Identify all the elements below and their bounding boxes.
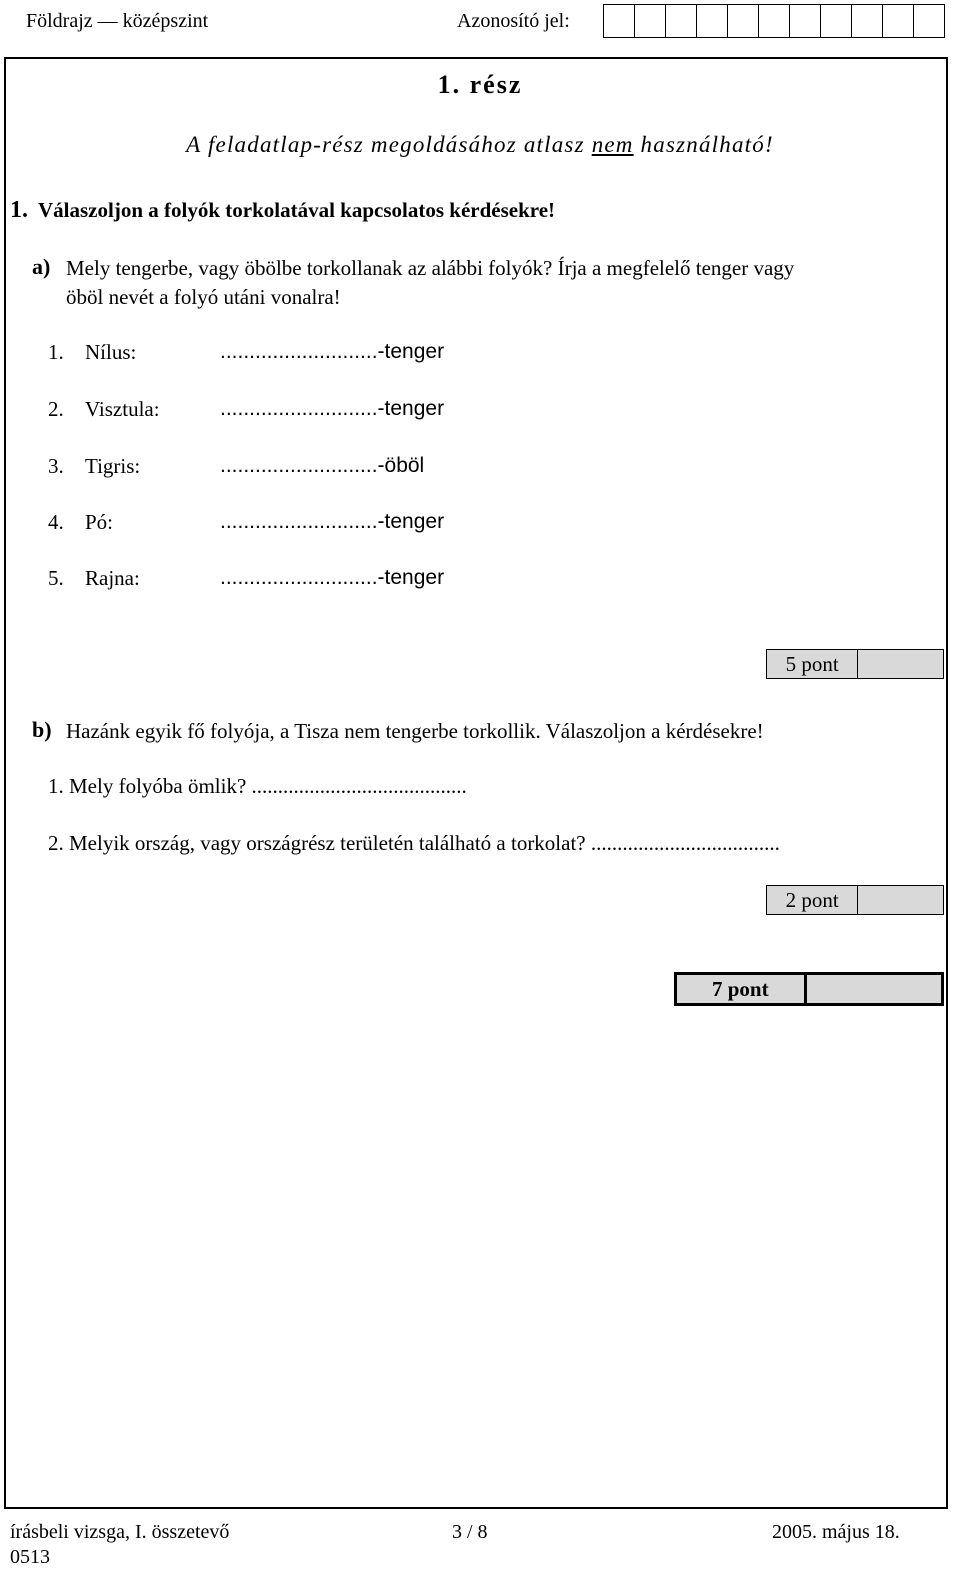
score-box-a	[766, 649, 944, 679]
river-name: Nílus:	[85, 340, 137, 364]
score-label: 2 pont	[785, 888, 839, 912]
river-number: 1.	[48, 340, 64, 364]
id-box[interactable]	[882, 4, 914, 38]
note-before: A feladatlap-rész megoldásához atlasz	[186, 132, 592, 157]
river-number: 2.	[48, 397, 64, 421]
river-name: Tigris:	[85, 454, 141, 478]
river-row	[0, 566, 960, 594]
id-boxes	[604, 4, 945, 38]
river-name: Visztula:	[85, 397, 160, 421]
part-a-line1: Mely tengerbe, vagy öbölbe torkollanak az alábbi folyók? Írja a megfelelő tenger vagy	[66, 256, 795, 280]
atlas-note	[0, 132, 960, 158]
part-a-line2: öböl nevét a folyó utáni vonalra!	[66, 285, 341, 309]
page-number: 3 / 8	[452, 1521, 488, 1543]
footer-date: 2005. május 18.	[772, 1521, 900, 1543]
id-box[interactable]	[758, 4, 790, 38]
score-value-field[interactable]	[857, 650, 943, 678]
part-a-label: a)	[32, 254, 51, 279]
id-box[interactable]	[634, 4, 666, 38]
id-box[interactable]	[789, 4, 821, 38]
river-row	[0, 510, 960, 538]
task-heading	[10, 197, 555, 224]
score-value-field[interactable]	[857, 886, 943, 914]
note-underlined: nem	[591, 132, 634, 157]
task-title: Válaszoljon a folyók torkolatával kapcsolatos kérdésekre!	[38, 198, 556, 222]
part-b-question-1[interactable]: 1. Mely folyóba ömlik? .........................................	[48, 774, 467, 798]
part-b-line: Hazánk egyik fő folyója, a Tisza nem tengerbe torkollik. Válaszoljon a kérdésekre!	[66, 719, 764, 743]
answer-line[interactable]: ...........................-tenger	[220, 510, 445, 533]
river-name: Pó:	[85, 510, 114, 534]
river-row	[0, 397, 960, 425]
answer-line[interactable]: ...........................-tenger	[220, 397, 445, 420]
subject-title: Földrajz — középszint	[26, 10, 209, 32]
score-label: 5 pont	[785, 652, 839, 676]
river-number: 4.	[48, 510, 64, 534]
total-score-label: 7 pont	[711, 977, 769, 1001]
footer-code: 0513	[10, 1546, 50, 1568]
river-row	[0, 454, 960, 482]
id-label: Azonosító jel:	[457, 10, 570, 32]
part-title: 1. rész	[437, 70, 523, 99]
total-score-value-field[interactable]	[804, 975, 941, 1003]
total-score-box	[674, 972, 944, 1006]
river-number: 3.	[48, 454, 64, 478]
id-box[interactable]	[851, 4, 883, 38]
answer-line[interactable]: ...........................-tenger	[220, 340, 445, 363]
part-b-label: b)	[32, 717, 52, 742]
id-box[interactable]	[820, 4, 852, 38]
answer-line[interactable]: ...........................-öböl	[220, 454, 425, 477]
id-box[interactable]	[727, 4, 759, 38]
id-box[interactable]	[603, 4, 635, 38]
task-number: 1.	[10, 197, 28, 223]
note-after: használható!	[633, 132, 774, 157]
score-box-b	[766, 885, 944, 915]
river-number: 5.	[48, 566, 64, 590]
id-box[interactable]	[665, 4, 697, 38]
river-row	[0, 340, 960, 368]
part-b-question-2[interactable]: 2. Melyik ország, vagy országrész területén található a torkolat? ....................................	[48, 831, 780, 855]
river-name: Rajna:	[85, 566, 140, 590]
id-box[interactable]	[913, 4, 945, 38]
footer-exam-label: írásbeli vizsga, I. összetevő	[10, 1521, 230, 1543]
id-box[interactable]	[696, 4, 728, 38]
answer-line[interactable]: ...........................-tenger	[220, 566, 445, 589]
